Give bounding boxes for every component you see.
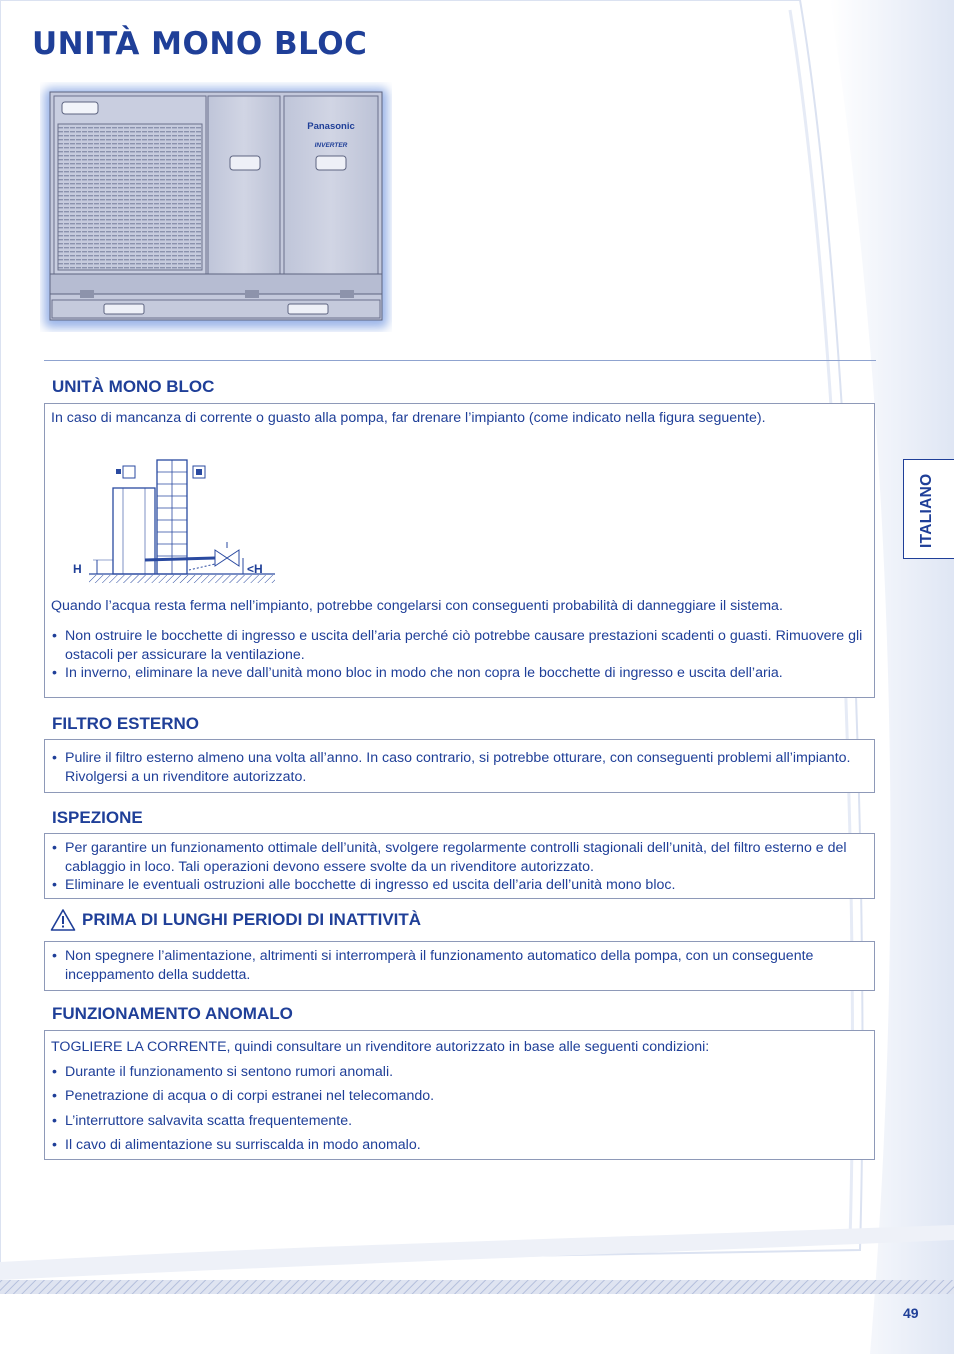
inattivita-heading-text: PRIMA DI LUNGHI PERIODI DI INATTIVITÀ: [82, 910, 422, 929]
funzionamento-anomalo-box: [44, 1030, 875, 1160]
anomalo-intro: TOGLIERE LA CORRENTE, quindi consultare un rivenditore autorizzato in base alle seguenti condizioni:: [51, 1039, 710, 1055]
list-item: • In inverno, eliminare la neve dall’unità mono bloc in modo che non copra le bocchette di ingresso e uscita dell’aria.: [51, 664, 866, 683]
inverter-badge: INVERTER: [314, 142, 348, 149]
ispezione-box: [44, 833, 875, 899]
list-item: • Per garantire un funzionamento ottimale dell’unità, svolgere regolarmente controlli stagionali dell’unità, del filtro esterno e del cablaggio in loco. Tali operazioni devono essere svolte da un rivenditore autorizzato.: [51, 839, 866, 876]
filtro-esterno-box: [44, 739, 875, 793]
section-divider: [44, 360, 876, 361]
list-item: • Il cavo di alimentazione su surriscalda in modo anomalo.: [51, 1136, 866, 1155]
mono-bloc-intro: In caso di mancanza di corrente o guasto alla pompa, far drenare l’impianto (come indicato nella figura seguente).: [51, 410, 766, 426]
funzionamento-anomalo-heading: FUNZIONAMENTO ANOMALO: [52, 1004, 293, 1023]
language-side-tab: [903, 459, 954, 559]
brand-logo: Panasonic: [307, 121, 355, 132]
filtro-esterno-heading: FILTRO ESTERNO: [52, 714, 200, 733]
diagram-label-h: H: [73, 561, 82, 576]
mono-bloc-box: [44, 403, 875, 698]
inattivita-box: [44, 941, 875, 991]
mono-bloc-heading: UNITÀ MONO BLOC: [52, 377, 215, 396]
page-title: UNITÀ MONO BLOC: [32, 26, 368, 62]
list-item: • Durante il funzionamento si sentono rumori anomali.: [51, 1063, 866, 1082]
page-number: 49: [903, 1305, 919, 1321]
diagram-label-less-than-h: <H: [247, 561, 263, 576]
list-item: • Penetrazione di acqua o di corpi estranei nel telecomando.: [51, 1087, 866, 1106]
ispezione-heading: ISPEZIONE: [52, 808, 143, 827]
list-item: • Non spegnere l’alimentazione, altrimenti si interromperà il funzionamento automatico della pompa, con un conseguente inceppamento della suddetta.: [51, 947, 866, 984]
list-item: • Eliminare le eventuali ostruzioni alle bocchette di ingresso ed uscita dell’aria dell’unità mono bloc.: [51, 876, 866, 895]
mono-bloc-unit-illustration: [40, 82, 392, 332]
language-label: ITALIANO: [918, 473, 935, 548]
list-item: • L’interruttore salvavita scatta frequentemente.: [51, 1112, 866, 1131]
drain-diagram: [65, 436, 285, 586]
list-item: • Pulire il filtro esterno almeno una volta all’anno. In caso contrario, si potrebbe otturare, con conseguenti problemi all’impianto. Rivolgersi a un rivenditore autorizzato.: [51, 749, 866, 786]
list-item: • Non ostruire le bocchette di ingresso e uscita dell’aria perché ciò potrebbe causare prestazioni scadenti o guasti. Rimuovere gli ostacoli per assicurare la ventilazione.: [51, 627, 866, 664]
mono-bloc-freeze-note: Quando l’acqua resta ferma nell’impianto, potrebbe congelarsi con conseguenti probabilità di danneggiare il sistema.: [51, 597, 783, 614]
warning-icon: [50, 908, 76, 932]
inattivita-heading: [52, 908, 421, 932]
